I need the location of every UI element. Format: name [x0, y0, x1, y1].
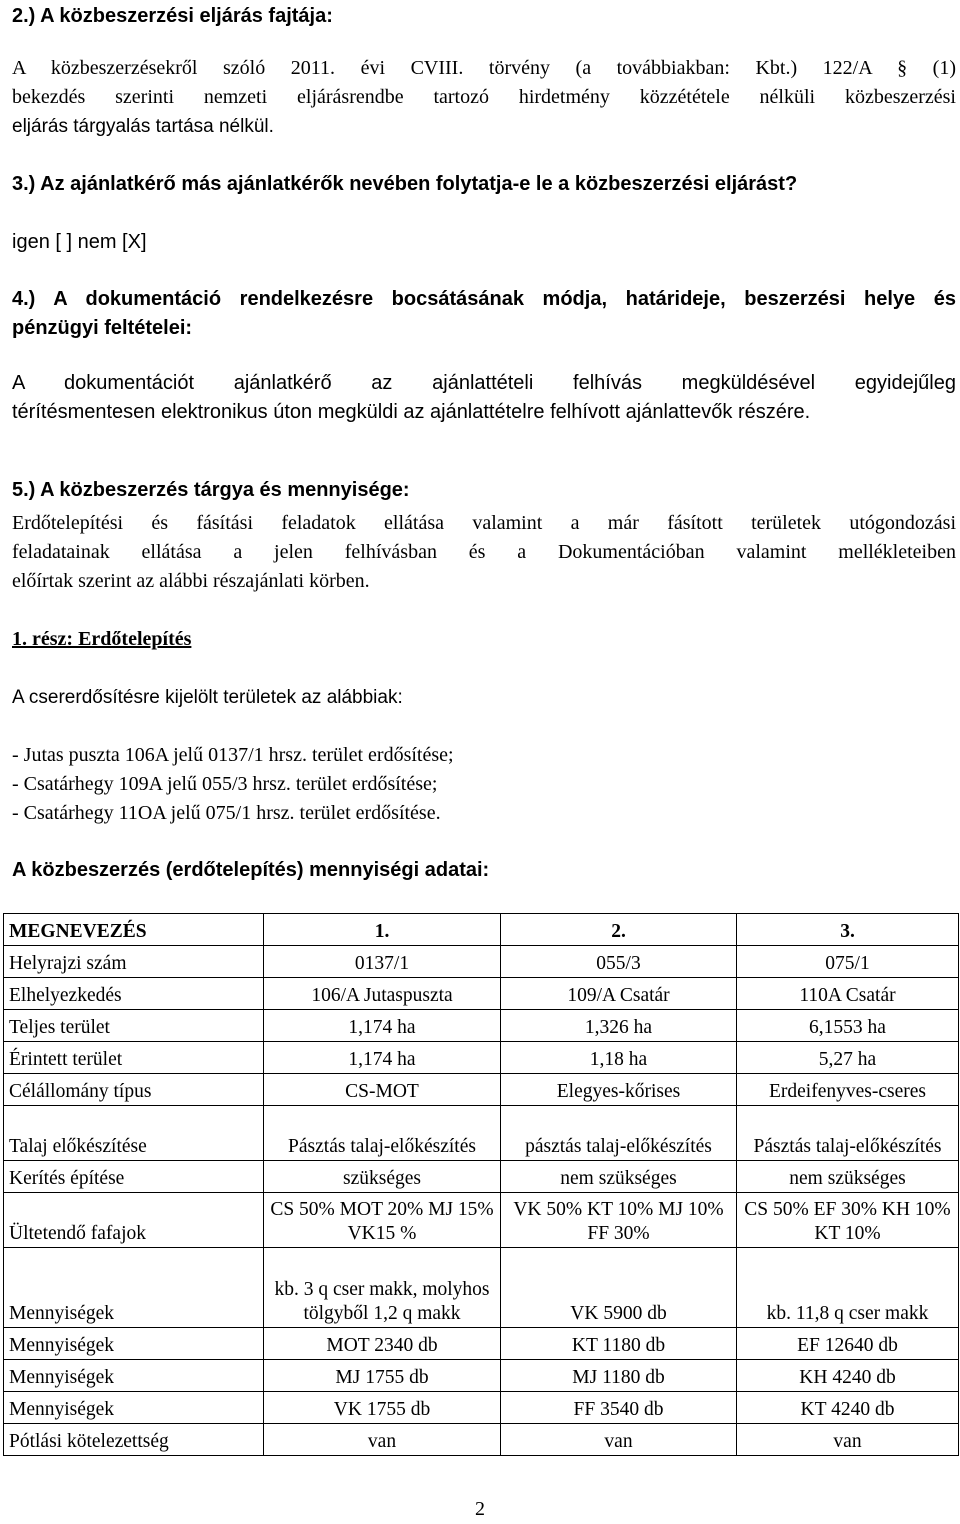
table-row [4, 1106, 959, 1161]
table-cell: Pásztás talaj-előkészítés [737, 1106, 959, 1161]
table-cell: 5,27 ha [737, 1042, 959, 1074]
table-cell: 1,18 ha [501, 1042, 737, 1074]
section-5-line-2: feladatainak ellátása a jelen felhívásban és a Dokumentációban valamint mellékleteiben [12, 541, 956, 563]
table-cell: van [501, 1424, 737, 1456]
table-cell: kb. 3 q cser makk, molyhos tölgyből 1,2 q makk [264, 1248, 501, 1328]
row-label-cell: Elhelyezkedés [4, 978, 264, 1010]
table-cell: 075/1 [737, 946, 959, 978]
section-5-line-1: Erdőtelepítési és fásítási feladatok ellátása valamint a már fásított területek utógondozási [12, 512, 956, 534]
table-title: A közbeszerzés (erdőtelepítés) mennyiségi adatai: [12, 859, 490, 881]
part-1-heading: 1. rész: Erdőtelepítés [12, 628, 192, 650]
row-label-cell: Mennyiségek [4, 1392, 264, 1424]
section-2-line-1: A közbeszerzésekről szóló 2011. évi CVIII. törvény (a továbbiakban: Kbt.) 122/A § (1) [12, 57, 956, 79]
section-2-heading: 2.) A közbeszerzési eljárás fajtája: [12, 5, 333, 27]
row-label-cell: Mennyiségek [4, 1360, 264, 1392]
area-item-2: - Csatárhegy 109A jelű 055/3 hrsz. terület erdősítése; [12, 773, 438, 795]
row-label-cell: Mennyiségek [4, 1248, 264, 1328]
part-1-intro: A csererdősítésre kijelölt területek az alábbiak: [12, 687, 403, 708]
table-cell: 055/3 [501, 946, 737, 978]
table-cell: 106/A Jutaspuszta [264, 978, 501, 1010]
section-4-line-2: térítésmentesen elektronikus úton megküldi az ajánlattételre felhívott ajánlattevők részére. [12, 401, 811, 423]
table-cell: kb. 11,8 q cser makk [737, 1248, 959, 1328]
table-row [4, 1328, 959, 1360]
table-cell: MJ 1180 db [501, 1360, 737, 1392]
table-cell: VK 5900 db [501, 1248, 737, 1328]
table-row [4, 1360, 959, 1392]
table-cell: Pásztás talaj-előkészítés [264, 1106, 501, 1161]
table-cell: VK 1755 db [264, 1392, 501, 1424]
table-cell: 110A Csatár [737, 978, 959, 1010]
table-cell: MOT 2340 db [264, 1328, 501, 1360]
area-item-1: - Jutas puszta 106A jelű 0137/1 hrsz. terület erdősítése; [12, 744, 454, 766]
table-cell: 0137/1 [264, 946, 501, 978]
row-label-cell: Célállomány típus [4, 1074, 264, 1106]
section-4-heading-line-1: 4.) A dokumentáció rendelkezésre bocsátásának módja, határideje, beszerzési helye és [12, 288, 956, 310]
table-row [4, 1010, 959, 1042]
table-cell: 109/A Csatár [501, 978, 737, 1010]
row-label-cell: Érintett terület [4, 1042, 264, 1074]
table-row [4, 1248, 959, 1328]
table-row [4, 1042, 959, 1074]
table-row [4, 1392, 959, 1424]
row-label-cell: Teljes terület [4, 1010, 264, 1042]
section-3-answer: igen [ ] nem [X] [12, 231, 147, 253]
table-row [4, 1074, 959, 1106]
table-cell: van [264, 1424, 501, 1456]
table-cell: nem szükséges [737, 1161, 959, 1193]
table-cell: FF 3540 db [501, 1392, 737, 1424]
table-cell: EF 12640 db [737, 1328, 959, 1360]
table-cell: KT 4240 db [737, 1392, 959, 1424]
table-cell: pásztás talaj-előkészítés [501, 1106, 737, 1161]
row-label-cell: Talaj előkészítése [4, 1106, 264, 1161]
table-cell: 1,326 ha [501, 1010, 737, 1042]
area-item-3: - Csatárhegy 11OA jelű 075/1 hrsz. terület erdősítése. [12, 802, 441, 824]
table-cell: 1,174 ha [264, 1010, 501, 1042]
header-cell: MEGNEVEZÉS [4, 914, 264, 946]
header-cell: 3. [737, 914, 959, 946]
table-header-row [4, 914, 959, 946]
table-cell: szükséges [264, 1161, 501, 1193]
row-label-cell: Ültetendő fafajok [4, 1193, 264, 1248]
table-row [4, 1193, 959, 1248]
section-5-heading: 5.) A közbeszerzés tárgya és mennyisége: [12, 479, 410, 501]
table-cell: 1,174 ha [264, 1042, 501, 1074]
quantity-table [3, 913, 959, 1456]
table-row [4, 946, 959, 978]
table-row [4, 978, 959, 1010]
row-label-cell: Mennyiségek [4, 1328, 264, 1360]
table-cell: Erdeifenyves-cseres [737, 1074, 959, 1106]
table-cell: CS-MOT [264, 1074, 501, 1106]
table-cell: CS 50% EF 30% KH 10% KT 10% [737, 1193, 959, 1248]
section-2-line-3: eljárás tárgyalás tartása nélkül. [12, 116, 274, 137]
table-cell: MJ 1755 db [264, 1360, 501, 1392]
row-label-cell: Helyrajzi szám [4, 946, 264, 978]
row-label-cell: Kerítés építése [4, 1161, 264, 1193]
table-cell: 6,1553 ha [737, 1010, 959, 1042]
table-cell: CS 50% MOT 20% MJ 15% VK15 % [264, 1193, 501, 1248]
header-cell: 2. [501, 914, 737, 946]
table-cell: VK 50% KT 10% MJ 10% FF 30% [501, 1193, 737, 1248]
table-cell: KT 1180 db [501, 1328, 737, 1360]
table-cell: Elegyes-kőrises [501, 1074, 737, 1106]
section-2-line-2: bekezdés szerinti nemzeti eljárásrendbe tartozó hirdetmény közzététele nélküli közbeszerzési [12, 86, 956, 108]
page-number: 2 [475, 1498, 485, 1520]
section-3-heading: 3.) Az ajánlatkérő más ajánlatkérők nevében folytatja-e le a közbeszerzési eljárást? [12, 173, 798, 195]
table-cell: van [737, 1424, 959, 1456]
table-row [4, 1161, 959, 1193]
header-cell: 1. [264, 914, 501, 946]
section-4-line-1: A dokumentációt ajánlatkérő az ajánlattételi felhívás megküldésével egyidejűleg [12, 372, 956, 394]
row-label-cell: Pótlási kötelezettség [4, 1424, 264, 1456]
table-row [4, 1424, 959, 1456]
table-cell: KH 4240 db [737, 1360, 959, 1392]
table-cell: nem szükséges [501, 1161, 737, 1193]
section-4-heading-line-2: pénzügyi feltételei: [12, 317, 193, 339]
section-5-line-3: előírtak szerint az alábbi részajánlati körben. [12, 570, 370, 592]
